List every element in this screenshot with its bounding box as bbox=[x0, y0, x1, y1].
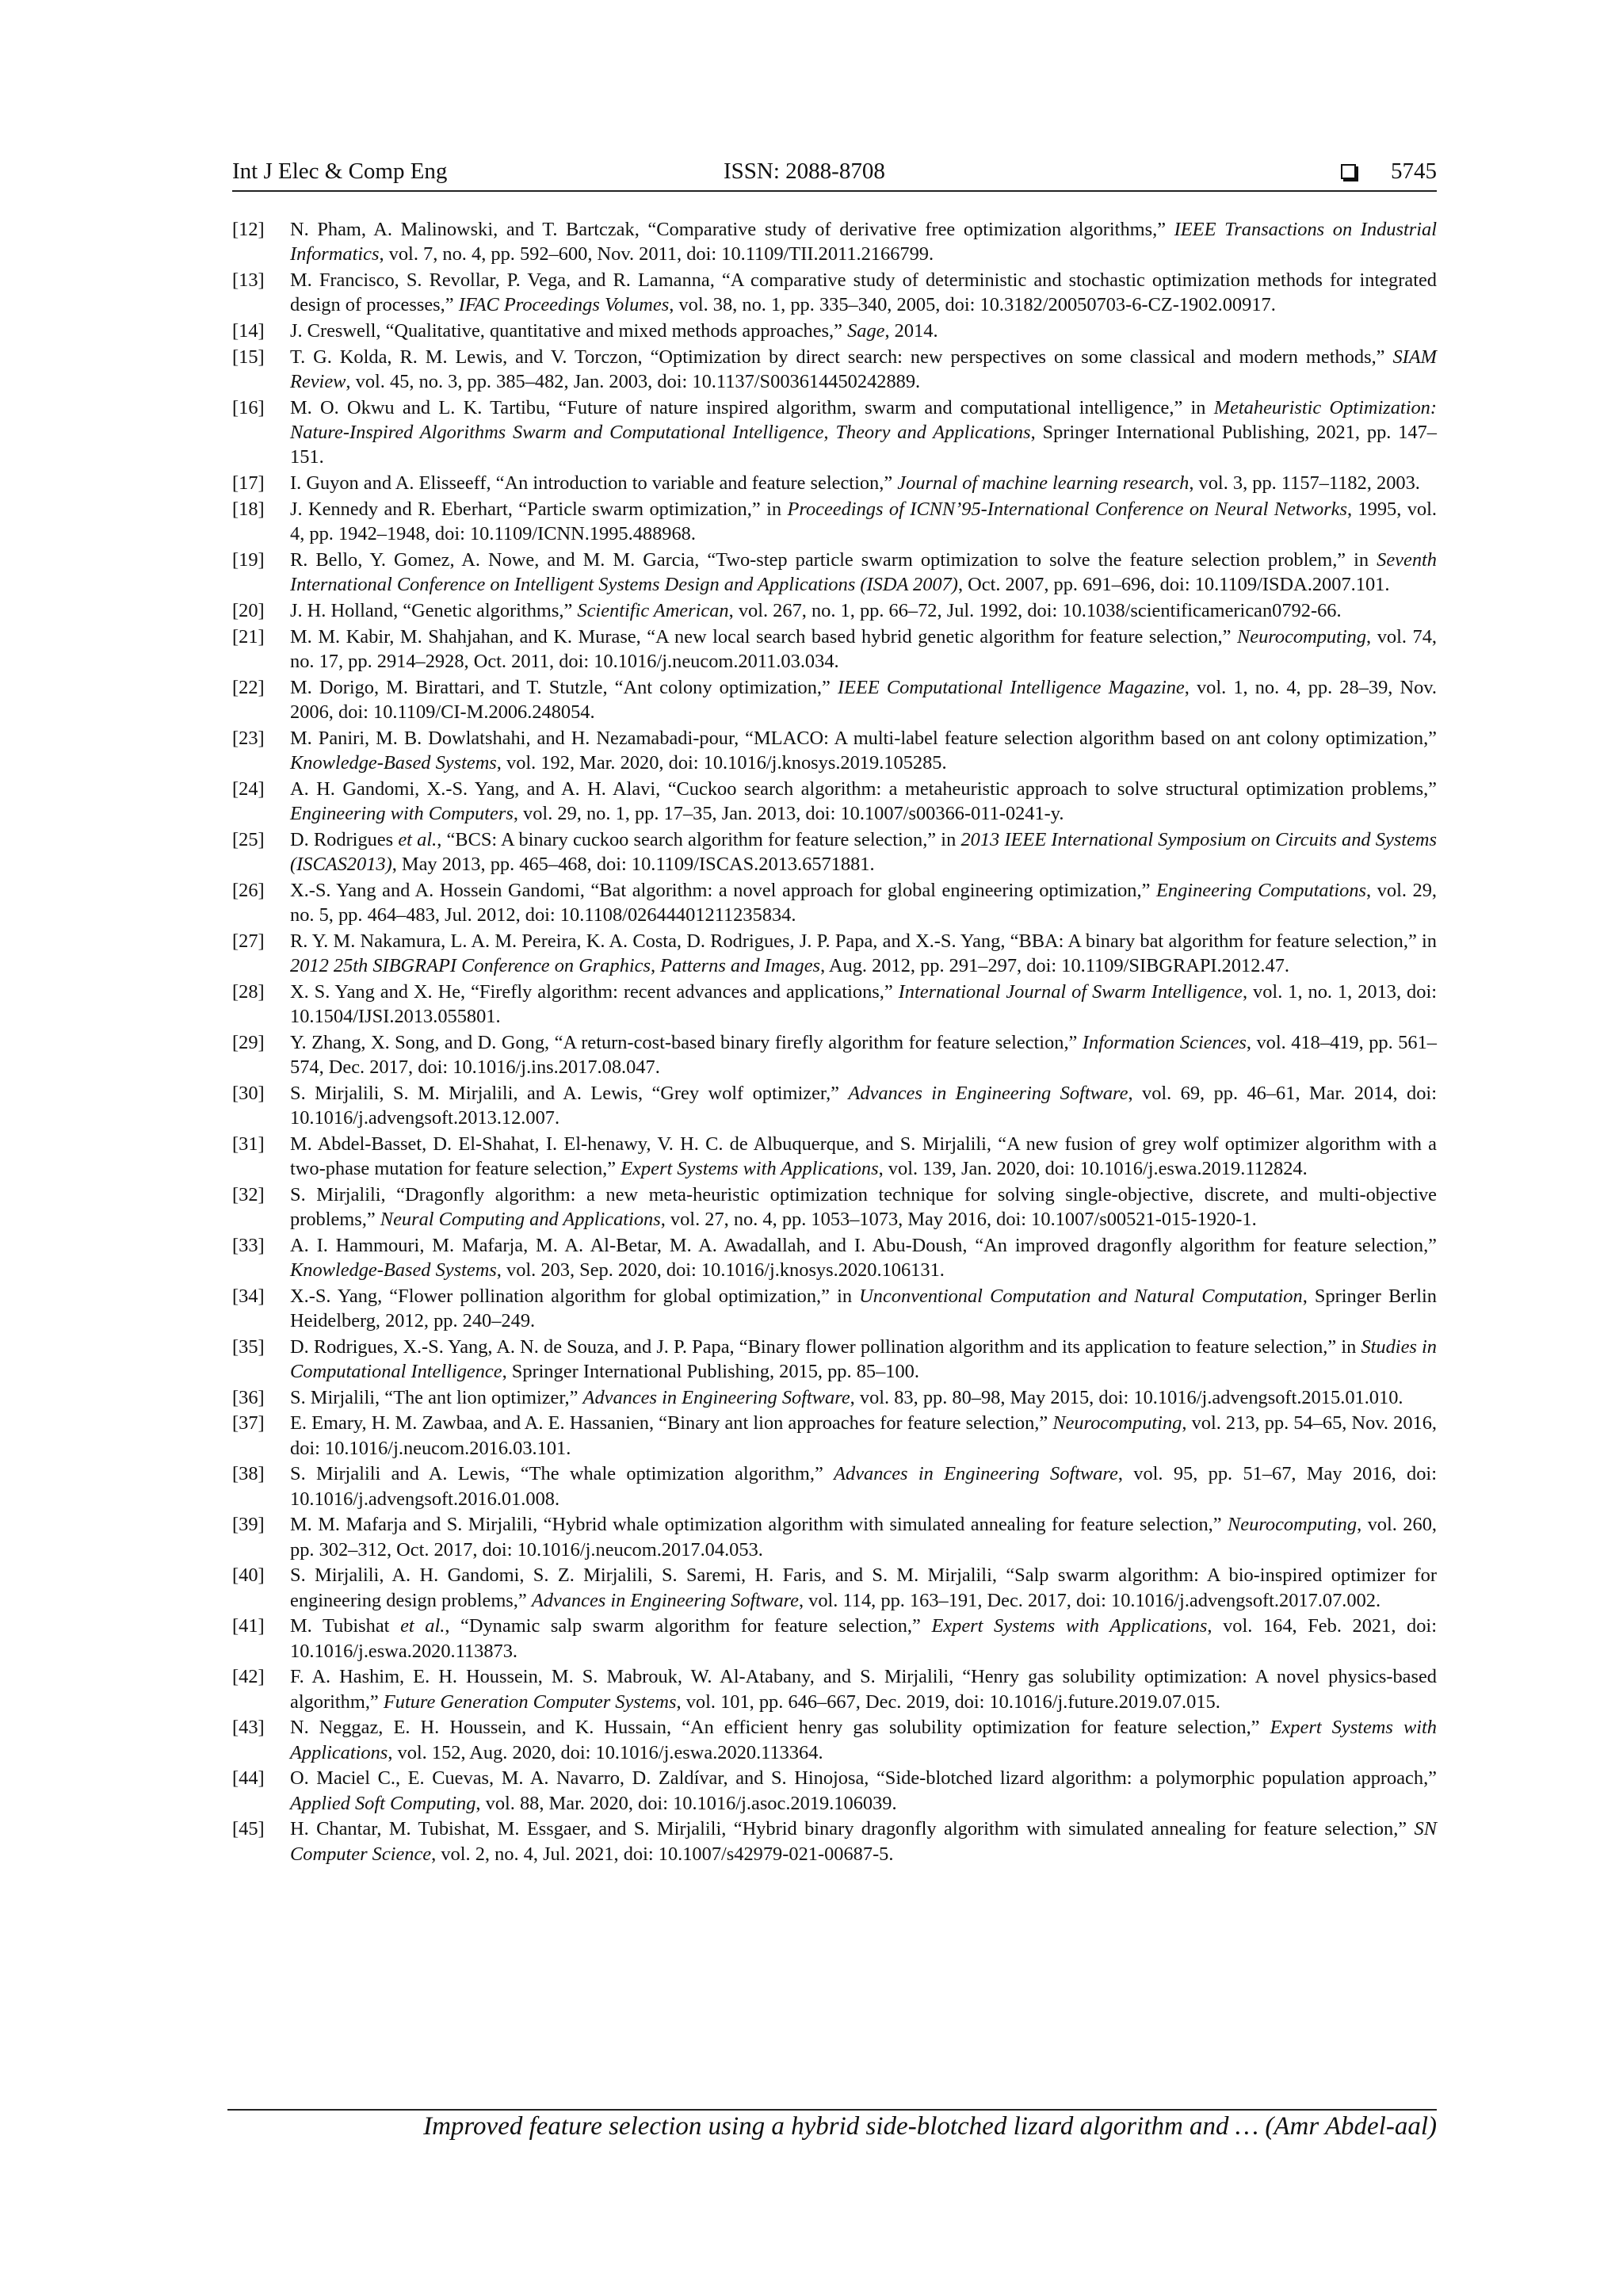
reference-number: [35] bbox=[232, 1335, 265, 1358]
reference-segment: , vol. 114, pp. 163–191, Dec. 2017, doi: 10.1016/j.advengsoft.2017.07.002. bbox=[798, 1589, 1381, 1611]
reference-segment: J. Kennedy and R. Eberhart, “Particle swarm optimization,” in bbox=[290, 498, 788, 520]
reference-number: [39] bbox=[232, 1514, 265, 1536]
reference-segment: , vol. 74, no. 17, pp. 2914–2928, Oct. 2011, doi: 10.1016/j.neucom.2011.03.034. bbox=[290, 625, 1438, 672]
reference-segment: F. A. Hashim, E. H. Houssein, M. S. Mabrouk, W. Al-Atabany, and S. Mirjalili, “Henry gas solubility optimization: A novel physics-based algorithm,” bbox=[290, 1666, 1437, 1713]
reference-item bbox=[232, 1233, 1437, 1282]
reference-item bbox=[232, 217, 1437, 266]
reference-segment: , vol. 29, no. 5, pp. 464–483, Jul. 2012, doi: 10.1108/02644401211235834. bbox=[290, 879, 1438, 926]
reference-segment: , vol. 3, pp. 1157–1182, 2003. bbox=[1189, 472, 1420, 494]
reference-text bbox=[290, 1817, 1437, 1866]
reference-segment: M. Francisco, S. Revollar, P. Vega, and R. Lamanna, “A comparative study of deterministic and stochastic optimization methods for integrated design of processes,” bbox=[290, 269, 1437, 316]
reference-text bbox=[290, 777, 1437, 826]
reference-segment: , vol. 260, pp. 302–312, Oct. 2017, doi: 10.1016/j.neucom.2017.04.053. bbox=[290, 1514, 1437, 1561]
reference-italic-segment: IEEE Computational Intelligence Magazine bbox=[837, 676, 1185, 698]
reference-italic-segment: Journal of machine learning research bbox=[897, 472, 1190, 494]
reference-segment: , “BCS: A binary cuckoo search algorithm for feature selection,” in bbox=[437, 828, 961, 850]
reference-text bbox=[290, 1233, 1437, 1282]
reference-item bbox=[232, 675, 1437, 724]
reference-number: [20] bbox=[232, 599, 265, 621]
reference-segment: , Springer International Publishing, 2015, pp. 85–100. bbox=[502, 1360, 919, 1382]
reference-italic-segment: Neurocomputing bbox=[1228, 1514, 1358, 1536]
reference-text bbox=[290, 726, 1437, 775]
reference-italic-segment: Advances in Engineering Software bbox=[834, 1463, 1118, 1485]
reference-number: [13] bbox=[232, 269, 265, 291]
reference-number: [41] bbox=[232, 1615, 265, 1637]
reference-segment: , vol. 203, Sep. 2020, doi: 10.1016/j.knosys.2020.106131. bbox=[496, 1259, 945, 1281]
reference-item bbox=[232, 1385, 1437, 1410]
reference-segment: S. Mirjalili, “Dragonfly algorithm: a new meta-heuristic optimization technique for solving single-objective, discrete, and multi-objective problems,” bbox=[290, 1183, 1437, 1230]
reference-number: [12] bbox=[232, 219, 265, 240]
reference-italic-segment: Knowledge-Based Systems bbox=[290, 751, 497, 774]
reference-segment: , vol. 38, no. 1, pp. 335–340, 2005, doi: 10.3182/20050703-6-CZ-1902.00917. bbox=[669, 294, 1276, 316]
reference-segment: X.-S. Yang, “Flower pollination algorithm for global optimization,” in bbox=[290, 1285, 860, 1307]
reference-segment: I. Guyon and A. Elisseeff, “An introduction to variable and feature selection,” bbox=[290, 472, 898, 494]
reference-text bbox=[290, 548, 1437, 597]
reference-segment: , Aug. 2012, pp. 291–297, doi: 10.1109/SIBGRAPI.2012.47. bbox=[820, 954, 1290, 976]
reference-segment: O. Maciel C., E. Cuevas, M. A. Navarro, D. Zaldívar, and S. Hinojosa, “Side-blotched lizard algorithm: a polymorphic population approach,” bbox=[290, 1767, 1437, 1790]
reference-segment: D. Rodrigues bbox=[290, 828, 399, 850]
reference-text bbox=[290, 929, 1437, 978]
reference-segment: A. I. Hammouri, M. Mafarja, M. A. Al-Betar, M. A. Awadallah, and I. Abu-Doush, “An improved dragonfly algorithm for feature selection,” bbox=[290, 1234, 1437, 1256]
reference-list bbox=[232, 217, 1437, 1867]
reference-italic-segment: Studies in Computational Intelligence bbox=[290, 1335, 1437, 1382]
reference-italic-segment: IFAC Proceedings Volumes bbox=[458, 294, 670, 316]
reference-segment: , vol. 152, Aug. 2020, doi: 10.1016/j.eswa.2020.113364. bbox=[388, 1741, 823, 1763]
reference-italic-segment: Sage bbox=[847, 320, 885, 342]
reference-number: [24] bbox=[232, 777, 265, 800]
reference-segment: X. S. Yang and X. He, “Firefly algorithm: recent advances and applications,” bbox=[290, 980, 899, 1003]
page-number-group bbox=[1341, 159, 1437, 185]
reference-italic-segment: Advances in Engineering Software bbox=[582, 1386, 850, 1408]
reference-item bbox=[232, 395, 1437, 470]
reference-number: [18] bbox=[232, 498, 265, 520]
reference-number: [30] bbox=[232, 1082, 265, 1104]
reference-italic-segment: Engineering with Computers bbox=[290, 802, 514, 824]
reference-italic-segment: Unconventional Computation and Natural Computation bbox=[859, 1285, 1303, 1307]
reference-segment: , vol. 83, pp. 80–98, May 2015, doi: 10.1016/j.advengsoft.2015.01.010. bbox=[850, 1386, 1403, 1408]
header-rule bbox=[232, 190, 1437, 192]
reference-number: [42] bbox=[232, 1666, 265, 1688]
reference-item bbox=[232, 878, 1437, 927]
reference-italic-segment: Scientific American bbox=[577, 599, 729, 621]
reference-number: [15] bbox=[232, 346, 265, 368]
footer-rule bbox=[227, 2109, 1437, 2111]
reference-text bbox=[290, 471, 1437, 495]
reference-text bbox=[290, 345, 1437, 394]
reference-item bbox=[232, 827, 1437, 877]
reference-segment: , vol. 27, no. 4, pp. 1053–1073, May 2016, doi: 10.1007/s00521-015-1920-1. bbox=[660, 1208, 1257, 1230]
reference-item bbox=[232, 345, 1437, 394]
reference-item bbox=[232, 1461, 1437, 1511]
reference-number: [29] bbox=[232, 1031, 265, 1053]
reference-text bbox=[290, 1461, 1437, 1511]
reference-item bbox=[232, 726, 1437, 775]
reference-item bbox=[232, 1335, 1437, 1384]
reference-number: [34] bbox=[232, 1285, 265, 1307]
reference-italic-segment: Knowledge-Based Systems bbox=[290, 1259, 497, 1281]
reference-segment: N. Pham, A. Malinowski, and T. Bartczak, “Comparative study of derivative free optimization algorithms,” bbox=[290, 219, 1174, 240]
reference-text bbox=[290, 1132, 1437, 1181]
reference-text bbox=[290, 1284, 1437, 1333]
reference-segment: M. M. Kabir, M. Shahjahan, and K. Murase, “A new local search based hybrid genetic algorithm for feature selection,” bbox=[290, 625, 1237, 648]
reference-text bbox=[290, 878, 1437, 927]
reference-italic-segment: Expert Systems with Applications bbox=[621, 1157, 879, 1179]
reference-item bbox=[232, 548, 1437, 597]
reference-segment: , 1995, vol. 4, pp. 1942–1948, doi: 10.1109/ICNN.1995.488968. bbox=[290, 498, 1438, 544]
reference-segment: M. Paniri, M. B. Dowlatshahi, and H. Nezamabadi-pour, “MLACO: A multi-label feature selection algorithm based on ant colony optimization,” bbox=[290, 727, 1437, 749]
reference-italic-segment: et al. bbox=[398, 828, 437, 850]
reference-item bbox=[232, 268, 1437, 317]
reference-segment: A. H. Gandomi, X.-S. Yang, and A. H. Alavi, “Cuckoo search algorithm: a metaheuristic approach to solve structural optimization problems,” bbox=[290, 777, 1437, 800]
reference-text bbox=[290, 598, 1437, 623]
reference-segment: M. Tubishat bbox=[290, 1615, 401, 1637]
reference-number: [37] bbox=[232, 1412, 265, 1435]
reference-number: [26] bbox=[232, 879, 265, 901]
reference-number: [44] bbox=[232, 1767, 265, 1790]
reference-italic-segment: Neural Computing and Applications bbox=[380, 1208, 661, 1230]
reference-text bbox=[290, 1030, 1437, 1079]
reference-number: [31] bbox=[232, 1133, 265, 1155]
reference-segment: M. O. Okwu and L. K. Tartibu, “Future of nature inspired algorithm, swarm and computational intelligence,” in bbox=[290, 396, 1214, 418]
reference-segment: , vol. 192, Mar. 2020, doi: 10.1016/j.knosys.2019.105285. bbox=[496, 751, 947, 774]
reference-italic-segment: Neurocomputing bbox=[1052, 1412, 1182, 1435]
reference-item bbox=[232, 777, 1437, 826]
issn: ISSN: 2088-8708 bbox=[724, 159, 885, 184]
reference-segment: M. Abdel-Basset, D. El-Shahat, I. El-henawy, V. H. C. de Albuquerque, and S. Mirjalili, “A new fusion of grey wolf optimizer algorithm with a two-phase mutation for feature selection,” bbox=[290, 1133, 1437, 1179]
reference-text bbox=[290, 675, 1437, 724]
reference-italic-segment: et al. bbox=[400, 1615, 445, 1637]
reference-segment: , vol. 418–419, pp. 561–574, Dec. 2017, doi: 10.1016/j.ins.2017.08.047. bbox=[290, 1031, 1437, 1078]
reference-item bbox=[232, 980, 1437, 1029]
reference-text bbox=[290, 1411, 1437, 1460]
reference-segment: , vol. 69, pp. 46–61, Mar. 2014, doi: 10.1016/j.advengsoft.2013.12.007. bbox=[290, 1082, 1437, 1129]
reference-segment: E. Emary, H. M. Zawbaa, and A. E. Hassanien, “Binary ant lion approaches for feature selection,” bbox=[290, 1412, 1053, 1435]
reference-item bbox=[232, 471, 1437, 495]
reference-italic-segment: Neurocomputing bbox=[1237, 625, 1367, 648]
reference-segment: J. Creswell, “Qualitative, quantitative and mixed methods approaches,” bbox=[290, 320, 848, 342]
reference-item bbox=[232, 598, 1437, 623]
reference-segment: Y. Zhang, X. Song, and D. Gong, “A return-cost-based binary firefly algorithm for feature selection,” bbox=[290, 1031, 1083, 1053]
reference-segment: R. Y. M. Nakamura, L. A. M. Pereira, K. A. Costa, D. Rodrigues, J. P. Papa, and X.-S. Yang, “BBA: A binary bat algorithm for feature selection,” in bbox=[290, 930, 1437, 952]
reference-item bbox=[232, 1512, 1437, 1561]
reference-italic-segment: International Journal of Swarm Intelligence bbox=[898, 980, 1243, 1003]
reference-segment: H. Chantar, M. Tubishat, M. Essgaer, and S. Mirjalili, “Hybrid binary dragonfly algorithm with simulated annealing for feature selection,” bbox=[290, 1818, 1415, 1840]
reference-item bbox=[232, 497, 1437, 546]
reference-segment: , “Dynamic salp swarm algorithm for feature selection,” bbox=[445, 1615, 932, 1637]
page-header bbox=[232, 155, 1437, 190]
reference-text bbox=[290, 497, 1437, 546]
reference-number: [38] bbox=[232, 1463, 265, 1485]
reference-text bbox=[290, 1182, 1437, 1232]
reference-segment: , vol. 213, pp. 54–65, Nov. 2016, doi: 10.1016/j.neucom.2016.03.101. bbox=[290, 1412, 1437, 1459]
reference-item bbox=[232, 1030, 1437, 1079]
reference-number: [25] bbox=[232, 828, 265, 850]
reference-number: [21] bbox=[232, 625, 265, 648]
reference-segment: J. H. Holland, “Genetic algorithms,” bbox=[290, 599, 578, 621]
reference-italic-segment: 2012 25th SIBGRAPI Conference on Graphics, Patterns and Images bbox=[290, 954, 821, 976]
reference-segment: N. Neggaz, E. H. Houssein, and K. Hussain, “An efficient henry gas solubility optimization for feature selection,” bbox=[290, 1717, 1270, 1739]
reference-segment: , vol. 267, no. 1, pp. 66–72, Jul. 1992, doi: 10.1038/scientificamerican0792-66. bbox=[728, 599, 1342, 621]
reference-segment: S. Mirjalili and A. Lewis, “The whale optimization algorithm,” bbox=[290, 1463, 834, 1485]
reference-segment: , vol. 101, pp. 646–667, Dec. 2019, doi: 10.1016/j.future.2019.07.015. bbox=[676, 1690, 1220, 1713]
reference-number: [33] bbox=[232, 1234, 265, 1256]
reference-segment: S. Mirjalili, A. H. Gandomi, S. Z. Mirjalili, S. Saremi, H. Faris, and S. M. Mirjalili, “Salp swarm algorithm: A bio-inspired optimizer for engineering design problems,” bbox=[290, 1564, 1437, 1611]
reference-number: [14] bbox=[232, 320, 265, 342]
reference-segment: M. M. Mafarja and S. Mirjalili, “Hybrid whale optimization algorithm with simulated annealing for feature selection,” bbox=[290, 1514, 1228, 1536]
reference-text bbox=[290, 268, 1437, 317]
reference-segment: , vol. 45, no. 3, pp. 385–482, Jan. 2003, doi: 10.1137/S003614450242889. bbox=[346, 371, 921, 392]
reference-item bbox=[232, 1284, 1437, 1333]
reference-item bbox=[232, 625, 1437, 674]
reference-text bbox=[290, 1614, 1437, 1663]
reference-italic-segment: SN Computer Science bbox=[290, 1818, 1437, 1865]
reference-text bbox=[290, 395, 1437, 470]
reference-number: [27] bbox=[232, 930, 265, 952]
reference-segment: , vol. 139, Jan. 2020, doi: 10.1016/j.eswa.2019.112824. bbox=[878, 1157, 1308, 1179]
reference-italic-segment: Applied Soft Computing bbox=[290, 1792, 476, 1814]
reference-text bbox=[290, 1664, 1437, 1713]
reference-segment: S. Mirjalili, “The ant lion optimizer,” bbox=[290, 1386, 583, 1408]
reference-text bbox=[290, 319, 1437, 343]
reference-number: [36] bbox=[232, 1386, 265, 1408]
reference-segment: , vol. 29, no. 1, pp. 17–35, Jan. 2013, doi: 10.1007/s00366-011-0241-y. bbox=[513, 802, 1064, 824]
reference-italic-segment: Seventh International Conference on Intelligent Systems Design and Applications (ISDA 2007) bbox=[290, 548, 1437, 595]
reference-italic-segment: Engineering Computations bbox=[1156, 879, 1367, 901]
reference-segment: , Springer Berlin Heidelberg, 2012, pp. 240–249. bbox=[290, 1285, 1437, 1331]
reference-item bbox=[232, 319, 1437, 343]
reference-text bbox=[290, 1385, 1437, 1410]
page-number: 5745 bbox=[1391, 159, 1437, 184]
reference-item bbox=[232, 1081, 1437, 1130]
reference-number: [32] bbox=[232, 1183, 265, 1205]
reference-item bbox=[232, 1411, 1437, 1460]
reference-italic-segment: Proceedings of ICNN’95-International Conference on Neural Networks bbox=[787, 498, 1347, 520]
reference-text bbox=[290, 1766, 1437, 1815]
reference-segment: , vol. 88, Mar. 2020, doi: 10.1016/j.asoc.2019.106039. bbox=[475, 1792, 897, 1814]
reference-item bbox=[232, 1614, 1437, 1663]
reference-number: [40] bbox=[232, 1564, 265, 1587]
reference-italic-segment: Expert Systems with Applications bbox=[290, 1717, 1437, 1763]
reference-number: [45] bbox=[232, 1818, 265, 1840]
reference-italic-segment: Advances in Engineering Software bbox=[531, 1589, 799, 1611]
reference-italic-segment: Advances in Engineering Software bbox=[848, 1082, 1128, 1104]
reference-segment: T. G. Kolda, R. M. Lewis, and V. Torczon, “Optimization by direct search: new perspectives on some classical and modern methods,” bbox=[290, 346, 1393, 368]
reference-text bbox=[290, 1563, 1437, 1612]
reference-item bbox=[232, 929, 1437, 978]
reference-segment: , Springer International Publishing, 2021, pp. 147–151. bbox=[290, 422, 1437, 468]
reference-segment: , vol. 7, no. 4, pp. 592–600, Nov. 2011, doi: 10.1109/TII.2011.2166799. bbox=[379, 243, 934, 266]
reference-italic-segment: Information Sciences bbox=[1082, 1031, 1247, 1053]
reference-item bbox=[232, 1664, 1437, 1713]
reference-number: [19] bbox=[232, 548, 265, 571]
reference-segment: S. Mirjalili, S. M. Mirjalili, and A. Lewis, “Grey wolf optimizer,” bbox=[290, 1082, 849, 1104]
reference-italic-segment: Metaheuristic Optimization: Nature-Inspired Algorithms Swarm and Computational Intelligence, Theory and Applications bbox=[290, 396, 1437, 443]
reference-item bbox=[232, 1182, 1437, 1232]
reference-italic-segment: 2013 IEEE International Symposium on Circuits and Systems (ISCAS2013) bbox=[290, 828, 1437, 875]
reference-item bbox=[232, 1766, 1437, 1815]
reference-text bbox=[290, 980, 1437, 1029]
reference-number: [17] bbox=[232, 472, 265, 494]
reference-number: [23] bbox=[232, 727, 265, 749]
reference-italic-segment: SIAM Review bbox=[290, 346, 1437, 392]
reference-number: [16] bbox=[232, 396, 265, 418]
reference-text bbox=[290, 1081, 1437, 1130]
reference-segment: X.-S. Yang and A. Hossein Gandomi, “Bat algorithm: a novel approach for global engineering optimization,” bbox=[290, 879, 1156, 901]
reference-segment: , 2014. bbox=[884, 320, 938, 342]
reference-text bbox=[290, 1715, 1437, 1764]
reference-number: [28] bbox=[232, 980, 265, 1003]
reference-text bbox=[290, 217, 1437, 266]
reference-item bbox=[232, 1817, 1437, 1866]
reference-segment: , vol. 2, no. 4, Jul. 2021, doi: 10.1007/s42979-021-00687-5. bbox=[431, 1843, 894, 1865]
square-bullet-icon bbox=[1341, 164, 1356, 179]
reference-italic-segment: IEEE Transactions on Industrial Informatics bbox=[290, 219, 1437, 266]
reference-item bbox=[232, 1563, 1437, 1612]
reference-segment: , vol. 164, Feb. 2021, doi: 10.1016/j.eswa.2020.113873. bbox=[290, 1615, 1437, 1662]
reference-number: [22] bbox=[232, 676, 265, 698]
journal-name: Int J Elec & Comp Eng bbox=[232, 159, 448, 184]
reference-text bbox=[290, 1512, 1437, 1561]
running-footer: Improved feature selection using a hybrid side-blotched lizard algorithm and … (Amr Abdel-aal) bbox=[423, 2112, 1437, 2141]
reference-text bbox=[290, 1335, 1437, 1384]
reference-text bbox=[290, 625, 1437, 674]
reference-segment: , vol. 1, no. 1, 2013, doi: 10.1504/IJSI.2013.055801. bbox=[290, 980, 1438, 1027]
reference-italic-segment: Expert Systems with Applications bbox=[931, 1615, 1208, 1637]
reference-text bbox=[290, 827, 1437, 877]
reference-segment: , Oct. 2007, pp. 691–696, doi: 10.1109/ISDA.2007.101. bbox=[957, 574, 1390, 595]
reference-segment: , vol. 95, pp. 51–67, May 2016, doi: 10.1016/j.advengsoft.2016.01.008. bbox=[290, 1463, 1437, 1510]
reference-item bbox=[232, 1715, 1437, 1764]
reference-segment: , May 2013, pp. 465–468, doi: 10.1109/ISCAS.2013.6571881. bbox=[391, 853, 875, 875]
reference-italic-segment: Future Generation Computer Systems bbox=[383, 1690, 677, 1713]
reference-segment: M. Dorigo, M. Birattari, and T. Stutzle, “Ant colony optimization,” bbox=[290, 676, 838, 698]
reference-number: [43] bbox=[232, 1717, 265, 1739]
reference-segment: R. Bello, Y. Gomez, A. Nowe, and M. M. Garcia, “Two-step particle swarm optimization to solve the feature selection problem,” in bbox=[290, 548, 1377, 571]
reference-segment: , vol. 1, no. 4, pp. 28–39, Nov. 2006, doi: 10.1109/CI-M.2006.248054. bbox=[290, 676, 1437, 723]
reference-segment: D. Rodrigues, X.-S. Yang, A. N. de Souza, and J. P. Papa, “Binary flower pollination algorithm and its application to feature selection,” in bbox=[290, 1335, 1361, 1358]
reference-item bbox=[232, 1132, 1437, 1181]
